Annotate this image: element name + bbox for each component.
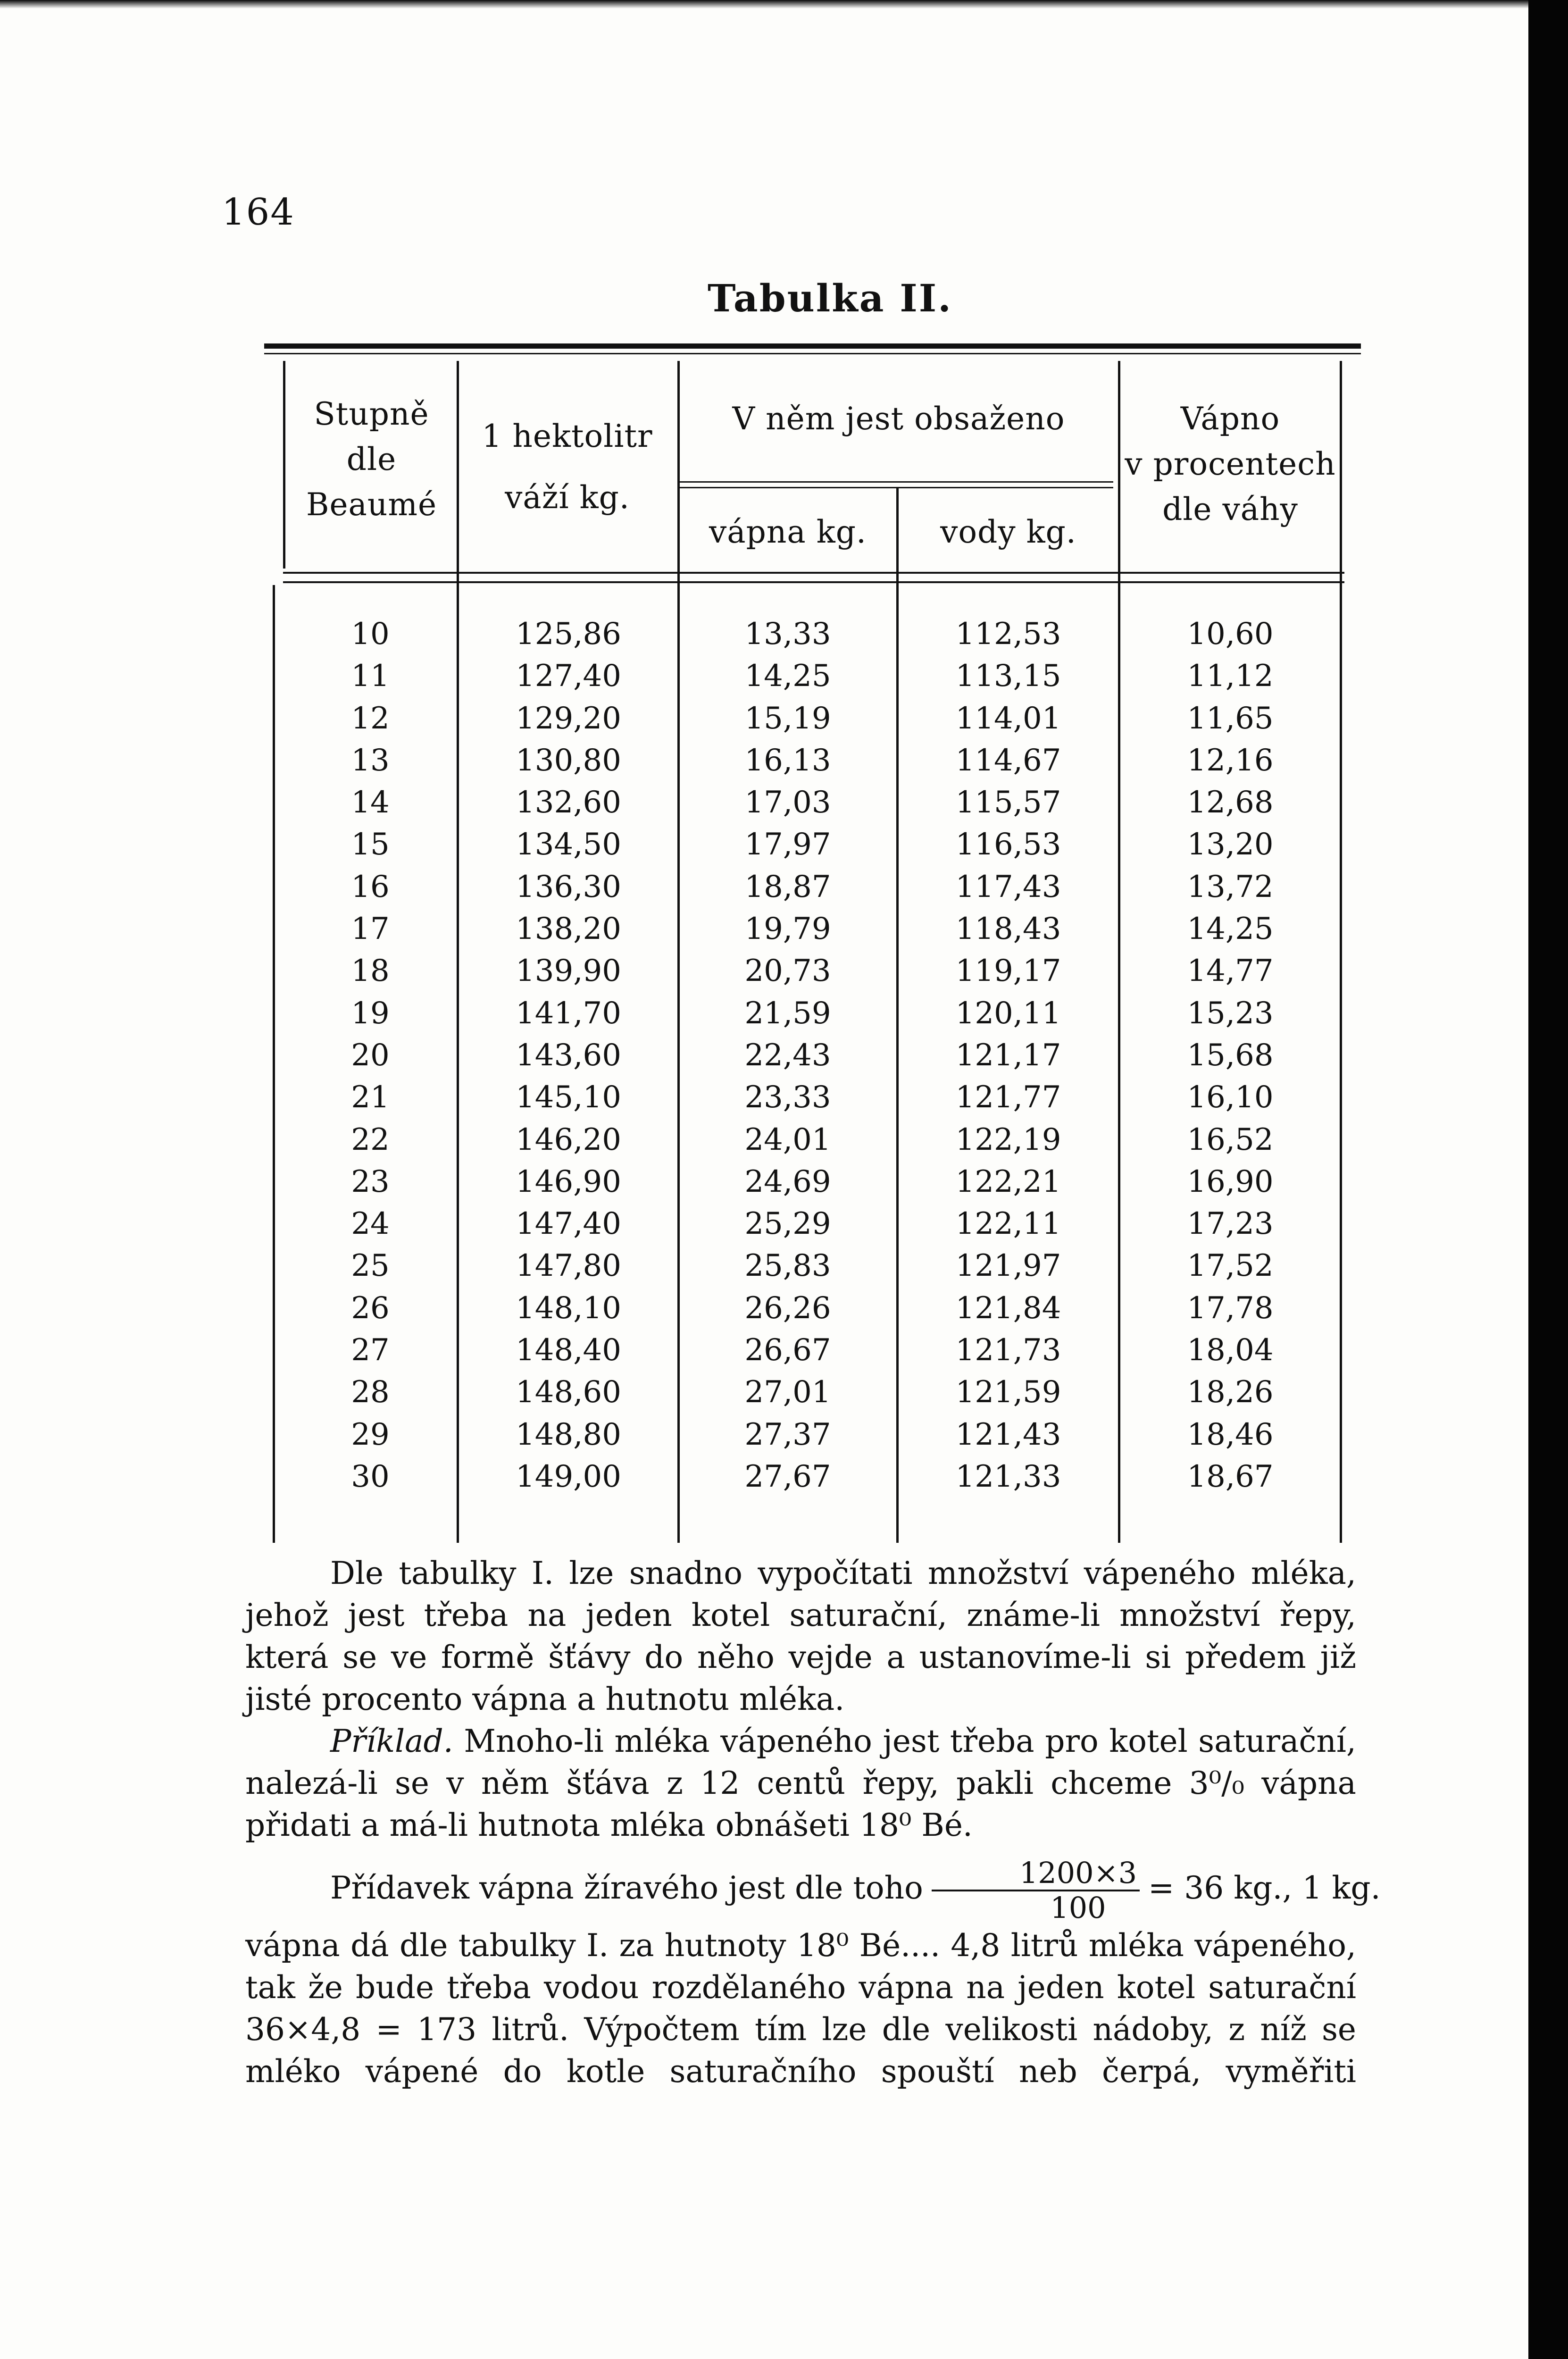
table-cell: 26,26 (744, 1290, 831, 1326)
header-vody: vody kg. (940, 514, 1076, 550)
table-cell: 138,20 (516, 912, 621, 947)
header-hektolitr-line: váží kg. (505, 479, 630, 516)
table-cell: 130,80 (516, 743, 621, 778)
table-cell: 12,68 (1187, 785, 1274, 820)
table-cell: 15,23 (1187, 995, 1274, 1031)
table-cell: 14,25 (744, 659, 831, 694)
table-cell: 18,04 (1187, 1333, 1274, 1368)
table-cell: 29 (351, 1417, 390, 1452)
table-cell: 17,97 (744, 827, 831, 862)
table-cell: 20 (351, 1037, 390, 1073)
header-vapno-line: v procentech (1125, 446, 1336, 482)
column-hektolitr (460, 613, 677, 1498)
table-cell: 122,11 (955, 1206, 1061, 1242)
table-cell: 18,67 (1187, 1459, 1274, 1494)
table-cell: 24 (351, 1206, 390, 1242)
table-cell: 24,69 (744, 1164, 831, 1199)
table-cell: 148,60 (516, 1375, 621, 1410)
table-cell: 114,67 (955, 743, 1061, 778)
header-vapno (1122, 396, 1339, 532)
example-label: Příklad. (330, 1723, 453, 1759)
header-stupne (288, 392, 455, 527)
table-cell: 20,73 (744, 954, 831, 989)
table-cell: 18 (351, 954, 390, 989)
table-cell: 17 (351, 912, 390, 947)
table-cell: 132,60 (516, 785, 621, 820)
table-cell: 115,57 (955, 785, 1061, 820)
table-cell: 122,19 (955, 1122, 1061, 1157)
header-vapno-line: Vápno (1180, 401, 1280, 437)
table-cell: 114,01 (955, 701, 1061, 736)
column-divider (273, 585, 275, 1543)
table-cell: 116,53 (955, 827, 1061, 862)
scan-right-edge (1528, 0, 1568, 2359)
body-text (245, 1552, 1381, 2092)
table-cell: 113,15 (955, 659, 1061, 694)
table-cell: 122,21 (955, 1164, 1061, 1199)
table-cell: 22 (351, 1122, 390, 1157)
column-vapno (1122, 613, 1339, 1498)
table-cell: 121,77 (955, 1080, 1061, 1115)
table-cell: 27,37 (744, 1417, 831, 1452)
table-cell: 146,20 (516, 1122, 621, 1157)
paragraph-continuation: vápna dá dle tabulky I. za hutnoty 18⁰ Bé.... 4,8 litrů mléka vápeného, tak že bude třeba vodou rozdělaného vápna na jeden kotel saturační 36×4,8 = 173 litrů. Výpočtem tím lze dle velikosti nádoby, z níž se mléko vápené do kotle saturačního spouští neb čerpá, vyměřiti (245, 1927, 1356, 2090)
table-cell: 14,77 (1187, 954, 1274, 989)
table-cell: 121,84 (955, 1290, 1061, 1326)
table-cell: 129,20 (516, 701, 621, 736)
table-cell: 13,72 (1187, 869, 1274, 904)
header-hektolitr-line: 1 hektolitr (482, 418, 653, 454)
table-cell: 22,43 (744, 1037, 831, 1073)
table-cell: 16,52 (1187, 1122, 1274, 1157)
table-cell: 15,68 (1187, 1037, 1274, 1073)
formula-lead-text: Přídavek vápna žíravého jest dle toho (330, 1870, 923, 1906)
table-cell: 15 (351, 827, 390, 862)
table-cell: 21,59 (744, 995, 831, 1031)
table-cell: 21 (351, 1080, 390, 1115)
table-cell: 24,01 (744, 1122, 831, 1157)
header-subdivider-rule (679, 481, 1113, 483)
table-cell: 18,46 (1187, 1417, 1274, 1452)
table-cell: 141,70 (516, 995, 621, 1031)
scan-top-edge (0, 0, 1528, 8)
table-cell: 119,17 (955, 954, 1061, 989)
paragraph: Dle tabulky I. lze snadno vypočítati množství vápeného mléka, jehož jest třeba na jeden kotel saturační, známe-li množství řepy, která se ve formě šťávy do něho vejde a ustanovíme-li si předem již jisté procento vápna a hutnotu mléka. (245, 1555, 1356, 1717)
table-cell: 146,90 (516, 1164, 621, 1199)
table-cell: 15,19 (744, 701, 831, 736)
table-cell: 11 (351, 659, 390, 694)
table-cell: 14 (351, 785, 390, 820)
table-title: Tabulka II. (708, 276, 953, 320)
column-divider (1340, 361, 1342, 1543)
table-cell: 148,40 (516, 1333, 621, 1368)
fraction (932, 1857, 1140, 1924)
table-cell: 121,73 (955, 1333, 1061, 1368)
table-cell: 30 (351, 1459, 390, 1494)
table-cell: 25,83 (744, 1248, 831, 1284)
table-cell: 147,40 (516, 1206, 621, 1242)
header-stupne-line: Beaumé (306, 486, 437, 523)
table-cell: 120,11 (955, 995, 1061, 1031)
table-cell: 19,79 (744, 912, 831, 947)
table-cell: 14,25 (1187, 912, 1274, 947)
table-cell: 26,67 (744, 1333, 831, 1368)
table-cell: 121,59 (955, 1375, 1061, 1410)
table-cell: 139,90 (516, 954, 621, 989)
table-cell: 18,26 (1187, 1375, 1274, 1410)
table-cell: 121,17 (955, 1037, 1061, 1073)
page-number: 164 (222, 191, 295, 234)
fraction-denominator: 100 (1050, 1891, 1106, 1925)
table-cell: 145,10 (516, 1080, 621, 1115)
table-cell: 121,33 (955, 1459, 1061, 1494)
table-cell: 11,12 (1187, 659, 1274, 694)
table-cell: 149,00 (516, 1459, 621, 1494)
table-top-rule (264, 343, 1361, 349)
table-cell: 125,86 (516, 617, 621, 652)
table-cell: 134,50 (516, 827, 621, 862)
table-cell: 10 (351, 617, 390, 652)
column-vody (901, 613, 1116, 1498)
header-bottom-rule (283, 572, 1344, 574)
table-cell: 25 (351, 1248, 390, 1284)
table-cell: 136,30 (516, 869, 621, 904)
table-cell: 13,20 (1187, 827, 1274, 862)
table-cell: 27 (351, 1333, 390, 1368)
example-text: Mnoho-li mléka vápeného jest třeba pro kotel saturační, nalezá-li se v něm šťáva z 12 centů řepy, pakli chceme 3⁰/₀ vápna přidati a má-li hutnota mléka obnášeti 18⁰ Bé. (245, 1723, 1356, 1843)
column-divider (896, 488, 899, 1543)
table-cell: 17,03 (744, 785, 831, 820)
table-cell: 27,67 (744, 1459, 831, 1494)
table-cell: 16,10 (1187, 1080, 1274, 1115)
table-cell: 148,10 (516, 1290, 621, 1326)
column-stupne (283, 613, 458, 1498)
table-cell: 118,43 (955, 912, 1061, 947)
table-cell: 11,65 (1187, 701, 1274, 736)
header-stupne-line: dle (346, 441, 397, 477)
table-cell: 27,01 (744, 1375, 831, 1410)
fraction-numerator: 1200×3 (932, 1857, 1140, 1891)
header-obsazeno: V něm jest obsaženo (732, 401, 1065, 437)
table-cell: 19 (351, 995, 390, 1031)
table-cell: 117,43 (955, 869, 1061, 904)
table-cell: 12,16 (1187, 743, 1274, 778)
table-cell: 23,33 (744, 1080, 831, 1115)
table-cell: 28 (351, 1375, 390, 1410)
column-divider (1118, 361, 1120, 1543)
table-cell: 16,13 (744, 743, 831, 778)
table-cell: 17,23 (1187, 1206, 1274, 1242)
table-cell: 23 (351, 1164, 390, 1199)
table-cell: 16,90 (1187, 1164, 1274, 1199)
paragraph-example (245, 1720, 1356, 1846)
header-stupne-line: Stupně (314, 396, 429, 432)
table-cell: 12 (351, 701, 390, 736)
formula-line (245, 1856, 1381, 1925)
table-cell: 10,60 (1187, 617, 1274, 652)
table-top-rule-thin (264, 353, 1361, 354)
table-cell: 18,87 (744, 869, 831, 904)
table-cell: 127,40 (516, 659, 621, 694)
table-cell: 13 (351, 743, 390, 778)
table-cell: 112,53 (955, 617, 1061, 652)
header-bottom-rule-2 (283, 581, 1344, 583)
column-vapna (682, 613, 894, 1498)
table-cell: 121,97 (955, 1248, 1061, 1284)
table-cell: 16 (351, 869, 390, 904)
header-vapno-line: dle váhy (1162, 491, 1298, 527)
formula-result-text: = 36 kg., 1 kg. (1148, 1870, 1381, 1906)
table-cell: 147,80 (516, 1248, 621, 1284)
table-cell: 25,29 (744, 1206, 831, 1242)
header-hektolitr (460, 406, 675, 528)
table-cell: 148,80 (516, 1417, 621, 1452)
table-cell: 17,78 (1187, 1290, 1274, 1326)
table-cell: 26 (351, 1290, 390, 1326)
table-cell: 13,33 (744, 617, 831, 652)
column-divider (283, 361, 285, 569)
table-cell: 121,43 (955, 1417, 1061, 1452)
header-vapna: vápna kg. (709, 514, 867, 550)
table-cell: 17,52 (1187, 1248, 1274, 1284)
table-cell: 143,60 (516, 1037, 621, 1073)
column-divider (677, 361, 680, 1543)
